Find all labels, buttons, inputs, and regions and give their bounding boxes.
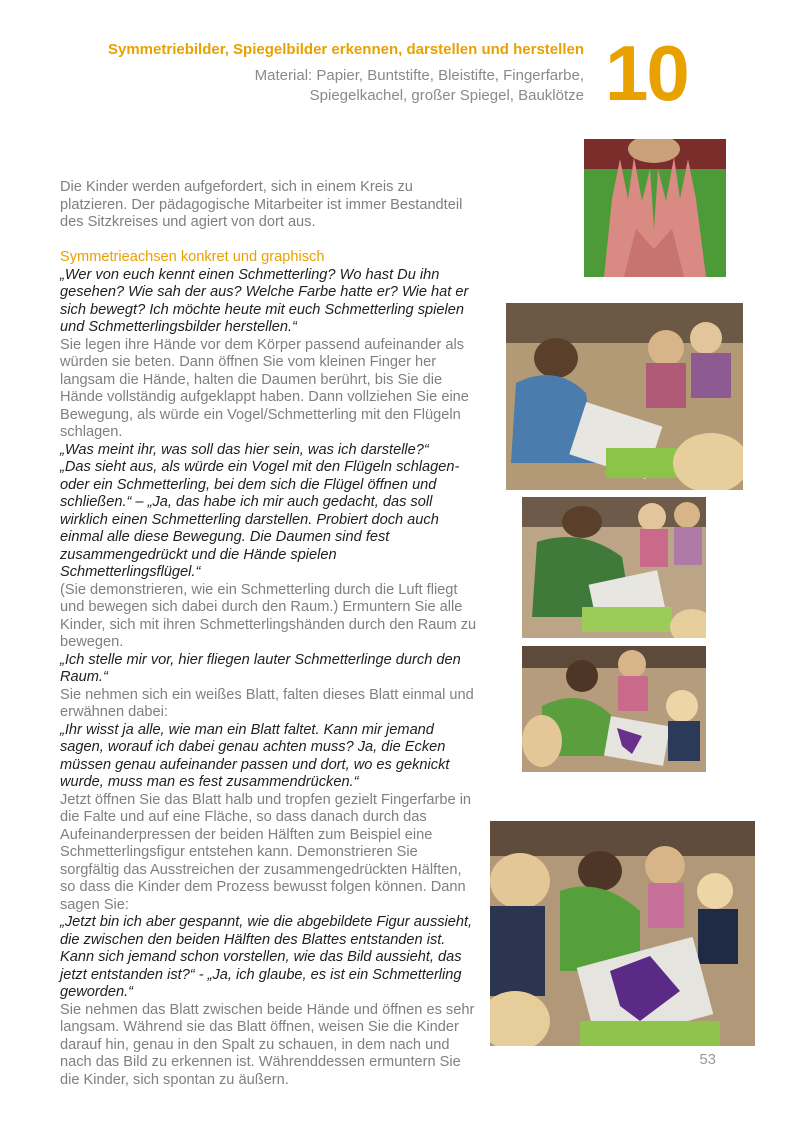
- paragraph: „Was meint ihr, was soll das hier sein, was ich darstelle?“: [60, 441, 429, 458]
- circle-activity-photo-4: [490, 821, 755, 1046]
- paragraph: Sie nehmen das Blatt zwischen beide Hände und öffnen es sehr langsam. Während sie das Blatt öffnen, weisen Sie die Kinder darauf hin, genau in den Spalt zu schauen, in dem nach und nach das Bild zu erkennen ist. Währenddessen ermuntern Sie die Kinder, sich spontan zu äußern.: [60, 1001, 475, 1088]
- paragraph: (Sie demonstrieren, wie ein Schmetterling durch die Luft fliegt und bewegen sich dabei durch den Raum.) Ermuntern Sie alle Kinder, sich mit ihren Schmetterlingshänden durch den Raum zu bewegen.: [60, 581, 477, 650]
- chapter-number: 10: [605, 29, 688, 117]
- main-section: [60, 249, 480, 1089]
- material-line: Material: Papier, Buntstifte, Bleistifte, Fingerfarbe,: [254, 67, 584, 84]
- paragraph: Sie nehmen sich ein weißes Blatt, falten dieses Blatt einmal und erwähnen dabei:: [60, 686, 474, 720]
- paragraph: „Wer von euch kennt einen Schmetterling? Wo hast Du ihn gesehen? Wie sah der aus? Welche Farbe hatte er? Wie hat er sich bewegt? Ich möchte heute mit euch Schmetterling spielen und Schmetterlingsbilder herstellen.“: [60, 266, 469, 335]
- section-heading: Symmetrieachsen konkret und graphisch: [60, 249, 325, 265]
- paragraph: „Ihr wisst ja alle, wie man ein Blatt faltet. Kann mir jemand sagen, worauf ich dabei genau achten muss? Ja, die Ecken müssen genau aufeinander passen und dort, wo es geknickt wurde, muss man es fest zusammendrücken.“: [60, 721, 450, 790]
- circle-activity-photo-3: [522, 646, 706, 772]
- section-paragraphs: [60, 267, 480, 1090]
- circle-activity-photo-1: [506, 303, 743, 490]
- intro-paragraph: Die Kinder werden aufgefordert, sich in einem Kreis zu platzieren. Der pädagogische Mitarbeiter ist immer Bestandteil des Sitzkreises und agiert von dort aus.: [60, 179, 463, 230]
- paragraph: „Ich stelle mir vor, hier fliegen lauter Schmetterlinge durch den Raum.“: [60, 651, 461, 685]
- page-number: 53: [699, 1051, 716, 1068]
- material-line: Spiegelkachel, großer Spiegel, Bauklötze: [309, 87, 584, 104]
- paragraph: Sie legen ihre Hände vor dem Körper passend aufeinander als würden sie beten. Dann öffnen Sie vom kleinen Finger her langsam die Hände, halten die Daumen berührt, bis Sie die Hände vollständig aufgeklappt haben. Dann vollziehen Sie eine Bewegung, als würde ein Vogel/Schmetterling mit den Flügeln schlagen.: [60, 336, 469, 440]
- paragraph: „Das sieht aus, als würde ein Vogel mit den Flügeln schlagen- oder ein Schmetterling, bei dem sich die Flügel öffnen und schließen.“ – „Ja, das habe ich mir auch gedacht, das soll wirklich einen Schmetterling darstellen. Probiert doch auch einmal alle diese Bewegung. Die Daumen sind fest zusammengedrückt und die Hände spielen Schmetterlingsflügel.“: [60, 459, 460, 580]
- paragraph: „Jetzt bin ich aber gespannt, wie die abgebildete Figur aussieht, die zwischen den beiden Hälften des Blattes entstanden ist. Kann sich jemand schon vorstellen, wie das Bild aussieht, das jetzt entstanden ist?“ - „Ja, ich glaube, es ist ein Schmetterling geworden.“: [60, 914, 473, 1000]
- page-title: Symmetriebilder, Spiegelbilder erkennen, darstellen und herstellen: [108, 41, 584, 58]
- circle-activity-photo-2: [522, 497, 706, 638]
- material-list: [200, 66, 584, 106]
- paragraph: Jetzt öffnen Sie das Blatt halb und tropfen gezielt Fingerfarbe in die Falte und auf eine Fläche, so dass danach durch das Aufeinanderpressen der beiden Hälften zum Beispiel eine Schmetterlingsfigur entstehen kann. Demonstrieren Sie sorgfältig das Ausstreichen der zusammengedrückten Hälften, so dass die Kinder dem Prozess bewusst folgen können. Dann sagen Sie:: [60, 791, 472, 913]
- hands-photo: [584, 139, 726, 277]
